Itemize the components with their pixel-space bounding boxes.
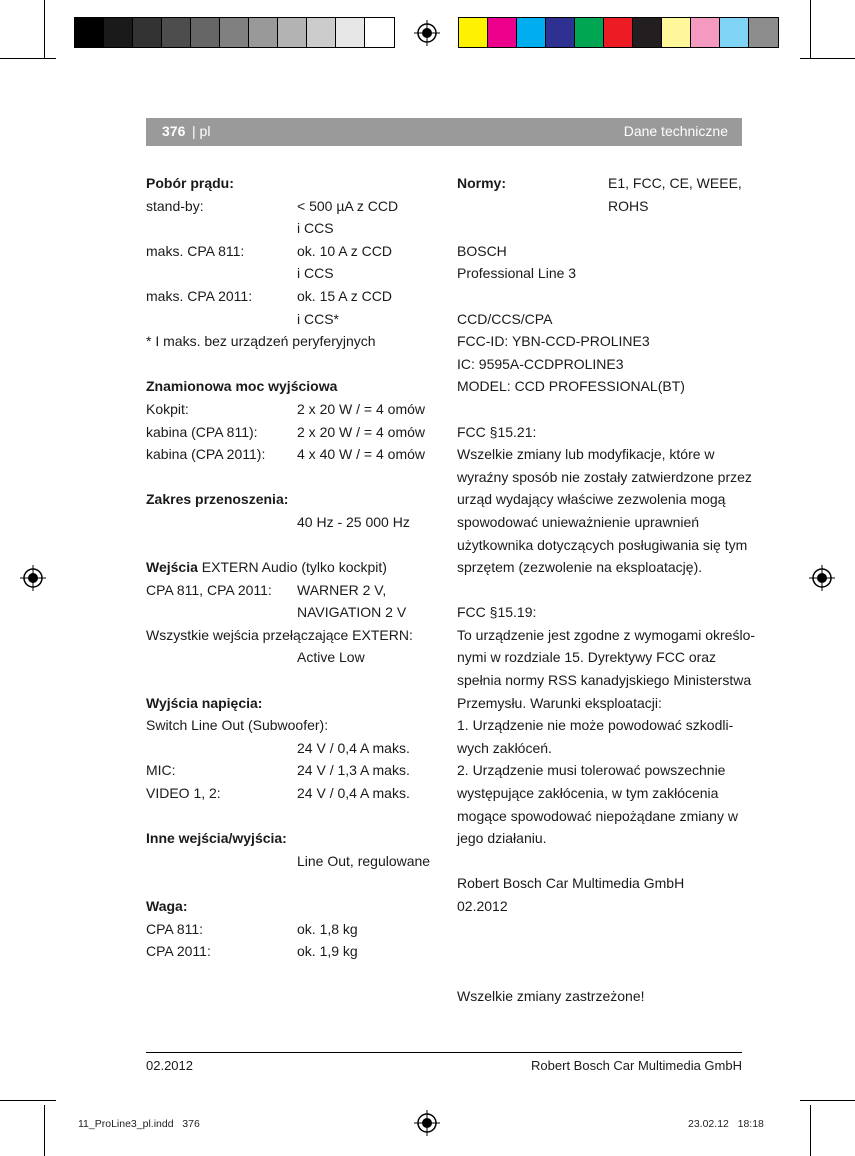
inputs-description: EXTERN Audio (tylko kockpit) bbox=[197, 559, 387, 576]
brand-line: Professional Line 3 bbox=[457, 265, 577, 282]
color-swatch bbox=[133, 18, 162, 47]
spec-row bbox=[457, 172, 747, 195]
fcc21-line: sprzętem (zezwolenie na eksploatację). bbox=[457, 559, 703, 576]
footer-date: 02.2012 bbox=[146, 1058, 193, 1073]
spec-label: maks. CPA 2011: bbox=[146, 287, 253, 304]
edition-date: 02.2012 bbox=[457, 898, 508, 914]
brand-line: BOSCH bbox=[457, 242, 507, 259]
fcc19-line: mogące spowodować niepożądane zmiany w bbox=[457, 807, 738, 824]
voltage-title: Wyjścia napięcia: bbox=[146, 694, 263, 711]
norms-value: E1, FCC, CE, WEEE, bbox=[608, 175, 742, 191]
spec-value: ok. 15 A z CCD bbox=[297, 287, 392, 304]
spec-value: ok. 10 A z CCD bbox=[297, 242, 392, 259]
spec-label: CPA 2011: bbox=[146, 943, 211, 960]
fcc19-line: Przemysłu. Warunki eksploatacji: bbox=[457, 694, 662, 711]
fcc19-line: nymi w rozdziale 15. Dyrektywy FCC oraz bbox=[457, 649, 717, 666]
fcc21-title: FCC §15.21: bbox=[457, 423, 537, 440]
color-swatch bbox=[162, 18, 191, 47]
color-swatch bbox=[517, 18, 546, 47]
page-header bbox=[146, 118, 742, 146]
footer-company: Robert Bosch Car Multimedia GmbH bbox=[531, 1058, 742, 1073]
norms-label: Normy: bbox=[457, 175, 507, 191]
registration-mark-icon bbox=[414, 1110, 440, 1136]
color-swatch bbox=[691, 18, 720, 47]
spec-label: Kokpit: bbox=[146, 400, 189, 417]
range-title: Zakres przenoszenia: bbox=[146, 491, 289, 508]
footnote: * I maks. bez urządzeń peryferyjnych bbox=[146, 333, 376, 350]
power-title: Pobór prądu: bbox=[146, 175, 234, 191]
crop-mark bbox=[800, 58, 855, 59]
crop-mark bbox=[800, 1100, 855, 1101]
fcc21-line: spowodować unieważnienie uprawnień bbox=[457, 513, 700, 530]
color-swatch bbox=[546, 18, 575, 47]
fcc19-line: To urządzenie jest zgodne z wymogami określo- bbox=[457, 626, 756, 643]
fcc19-line: 1. Urządzenie nie może powodować szkodli- bbox=[457, 717, 734, 734]
spec-value: i CCS bbox=[297, 220, 334, 237]
color-swatch bbox=[191, 18, 220, 47]
registration-mark-icon bbox=[809, 565, 835, 591]
spec-row bbox=[146, 195, 436, 218]
spec-value: 2 x 20 W / = 4 omów bbox=[297, 423, 425, 440]
crop-mark bbox=[0, 58, 56, 59]
spec-row bbox=[146, 240, 436, 263]
spec-label: CPA 811: bbox=[146, 920, 204, 937]
spec-row bbox=[146, 940, 436, 963]
fcc19-line: spełnia normy RSS kanadyjskiego Ministerstwa bbox=[457, 672, 752, 689]
spec-label: Switch Line Out (Subwoofer): bbox=[146, 717, 329, 734]
right-column bbox=[457, 172, 756, 1008]
spec-value: 40 Hz - 25 000 Hz bbox=[297, 513, 410, 530]
weight-title: Waga: bbox=[146, 898, 188, 914]
spec-value: < 500 µA z CCD bbox=[297, 197, 399, 214]
spec-value: 4 x 40 W / = 4 omów bbox=[297, 446, 425, 463]
spec-row bbox=[146, 421, 436, 444]
rights-reserved: Wszelkie zmiany zastrzeżone! bbox=[457, 988, 645, 1005]
fcc21-line: wyraźny sposób nie zostały zatwierdzone przez bbox=[457, 468, 752, 485]
spec-value: Line Out, regulowane bbox=[297, 852, 431, 869]
fcc21-line: użytkownika dotyczących posługiwania się tym bbox=[457, 536, 748, 553]
color-swatch bbox=[662, 18, 691, 47]
fcc19-line: występujące zakłócenia, w tym zakłócenia bbox=[457, 785, 719, 802]
color-swatch bbox=[749, 18, 778, 47]
spec-value: 24 V / 0,4 A maks. bbox=[297, 785, 410, 802]
fcc19-line: 2. Urządzenie musi tolerować powszechnie bbox=[457, 762, 726, 779]
color-swatch bbox=[307, 18, 336, 47]
color-swatch bbox=[604, 18, 633, 47]
id-line: FCC-ID: YBN-CCD-PROLINE3 bbox=[457, 333, 650, 350]
process-color-bar bbox=[458, 17, 779, 48]
fcc19-line: wych zakłóceń. bbox=[457, 739, 552, 756]
fcc21-line: urząd wydający właściwe zezwolenia mogą bbox=[457, 491, 726, 508]
color-swatch bbox=[220, 18, 249, 47]
fcc19-line: jego działaniu. bbox=[457, 830, 547, 847]
spec-value: ok. 1,8 kg bbox=[297, 920, 358, 937]
fcc21-line: Wszelkie zmiany lub modyfikacje, które w bbox=[457, 446, 715, 463]
color-swatch bbox=[720, 18, 749, 47]
norms-value: ROHS bbox=[608, 197, 649, 214]
left-column bbox=[146, 172, 436, 963]
footer-divider bbox=[146, 1052, 742, 1053]
crop-mark bbox=[0, 1100, 56, 1101]
spec-value: NAVIGATION 2 V bbox=[297, 604, 407, 621]
spec-value: WARNER 2 V, bbox=[297, 581, 387, 598]
output-title: Znamionowa moc wyjściowa bbox=[146, 378, 338, 395]
crop-mark bbox=[44, 0, 45, 58]
spec-label: kabina (CPA 811): bbox=[146, 423, 258, 440]
inputs-heading bbox=[146, 556, 436, 579]
spec-row bbox=[146, 443, 436, 466]
spec-value: 24 V / 0,4 A maks. bbox=[297, 739, 410, 756]
spec-value: i CCS* bbox=[297, 310, 340, 327]
spec-label: CPA 811, CPA 2011: bbox=[146, 581, 272, 598]
id-line: IC: 9595A-CCDPROLINE3 bbox=[457, 355, 624, 372]
spec-label: kabina (CPA 2011): bbox=[146, 446, 266, 463]
spec-value: 24 V / 1,3 A maks. bbox=[297, 762, 410, 779]
spec-row bbox=[146, 398, 436, 421]
color-swatch bbox=[633, 18, 662, 47]
crop-mark bbox=[810, 0, 811, 58]
color-swatch bbox=[488, 18, 517, 47]
registration-mark-icon bbox=[414, 20, 440, 46]
inputs-title: Wejścia bbox=[146, 559, 198, 576]
page-number: 376 bbox=[162, 123, 186, 139]
color-swatch bbox=[249, 18, 278, 47]
fcc19-title: FCC §15.19: bbox=[457, 604, 537, 621]
registration-mark-icon bbox=[20, 565, 46, 591]
other-title: Inne wejścia/wyjścia: bbox=[146, 830, 287, 847]
section-title: Dane techniczne bbox=[623, 123, 728, 139]
spec-value: ok. 1,9 kg bbox=[297, 943, 358, 960]
spec-label: Wszystkie wejścia przełączające EXTERN: bbox=[146, 626, 413, 643]
color-swatch bbox=[75, 18, 104, 47]
id-line: MODEL: CCD PROFESSIONAL(BT) bbox=[457, 378, 685, 395]
spec-label: MIC: bbox=[146, 762, 176, 779]
spec-label: stand-by: bbox=[146, 197, 204, 214]
slug-filename: 11_ProLine3_pl.indd 376 bbox=[78, 1118, 200, 1130]
company-name: Robert Bosch Car Multimedia GmbH bbox=[457, 875, 685, 892]
spec-label: maks. CPA 811: bbox=[146, 242, 245, 259]
spec-row bbox=[146, 782, 436, 805]
spec-value: i CCS bbox=[297, 265, 334, 282]
slug-timestamp: 23.02.12 18:18 bbox=[688, 1118, 764, 1130]
crop-mark bbox=[810, 1105, 811, 1156]
color-swatch bbox=[575, 18, 604, 47]
crop-mark bbox=[44, 1105, 45, 1156]
color-swatch bbox=[365, 18, 394, 47]
spec-row bbox=[146, 285, 436, 308]
color-swatch bbox=[278, 18, 307, 47]
color-swatch bbox=[459, 18, 488, 47]
spec-value: Active Low bbox=[297, 649, 365, 666]
color-swatch bbox=[336, 18, 365, 47]
id-line: CCD/CCS/CPA bbox=[457, 310, 553, 327]
spec-row bbox=[146, 759, 436, 782]
spec-label: VIDEO 1, 2: bbox=[146, 785, 221, 802]
spec-value: 2 x 20 W / = 4 omów bbox=[297, 400, 425, 417]
spec-row bbox=[146, 579, 436, 602]
greyscale-color-bar bbox=[74, 17, 395, 48]
color-swatch bbox=[104, 18, 133, 47]
spec-row bbox=[146, 918, 436, 941]
language-code: | pl bbox=[192, 123, 211, 139]
